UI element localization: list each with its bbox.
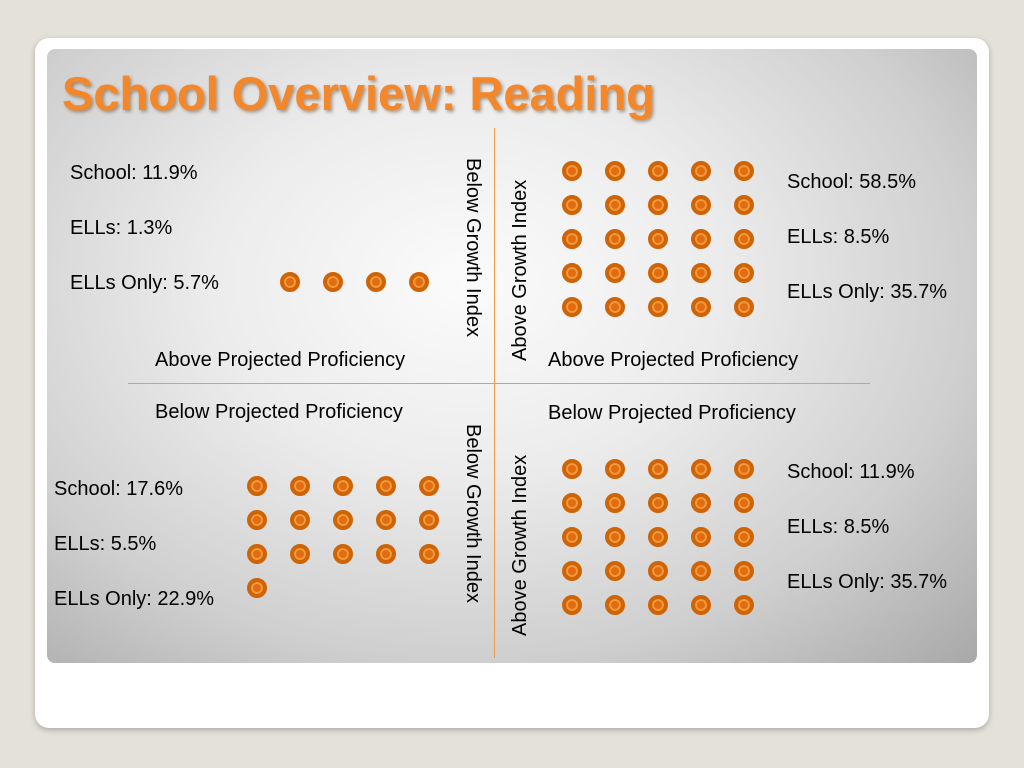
growth-label: Below Growth Index (462, 158, 484, 337)
marker-dot (333, 544, 353, 564)
marker-dot (247, 578, 267, 598)
marker-dot (691, 561, 711, 581)
marker-dot (419, 476, 439, 496)
marker-dot (648, 161, 668, 181)
marker-dot (648, 195, 668, 215)
marker-dot (691, 161, 711, 181)
proficiency-label: Below Projected Proficiency (155, 401, 403, 423)
marker-dot (562, 561, 582, 581)
school-stat: School: 11.9% (70, 162, 198, 184)
marker-dot (562, 195, 582, 215)
marker-dot (691, 493, 711, 513)
marker-dot (419, 510, 439, 530)
marker-dot (691, 263, 711, 283)
marker-dot (562, 229, 582, 249)
marker-dot (605, 561, 625, 581)
marker-dot (562, 161, 582, 181)
marker-dot (605, 297, 625, 317)
marker-dot (648, 595, 668, 615)
marker-dot (691, 297, 711, 317)
marker-dot (562, 459, 582, 479)
marker-dot (648, 561, 668, 581)
marker-dot (605, 459, 625, 479)
ells-only-stat: ELLs Only: 35.7% (787, 281, 948, 303)
marker-dot (691, 229, 711, 249)
marker-dot (691, 459, 711, 479)
marker-dot (734, 595, 754, 615)
proficiency-label: Below Projected Proficiency (548, 402, 796, 424)
ells-only-stat: ELLs Only: 5.7% (70, 272, 219, 294)
ells-stat: ELLs: 5.5% (54, 533, 157, 555)
marker-dot (734, 297, 754, 317)
marker-dot (605, 527, 625, 547)
school-stat: School: 58.5% (787, 171, 916, 193)
proficiency-label: Above Projected Proficiency (155, 349, 406, 371)
horizontal-divider (128, 383, 870, 384)
marker-dot (734, 161, 754, 181)
marker-dot (366, 272, 386, 292)
marker-dot (290, 544, 310, 564)
marker-dot (290, 476, 310, 496)
marker-dot (280, 272, 300, 292)
marker-dot (605, 229, 625, 249)
growth-label: Above Growth Index (509, 179, 531, 361)
marker-dot (247, 510, 267, 530)
marker-dot (376, 544, 396, 564)
marker-dot (691, 595, 711, 615)
growth-label: Below Growth Index (462, 424, 484, 603)
marker-dot (409, 272, 429, 292)
marker-dot (562, 527, 582, 547)
ells-stat: ELLs: 8.5% (787, 516, 890, 538)
marker-dot (419, 544, 439, 564)
marker-dot (562, 297, 582, 317)
marker-dot (290, 510, 310, 530)
marker-dot (734, 493, 754, 513)
ells-only-stat: ELLs Only: 35.7% (787, 571, 948, 593)
marker-dot (605, 263, 625, 283)
marker-dot (648, 297, 668, 317)
vertical-divider (494, 128, 495, 658)
marker-dot (734, 195, 754, 215)
marker-dot (323, 272, 343, 292)
marker-dot (734, 561, 754, 581)
marker-dot (734, 459, 754, 479)
marker-dot (648, 493, 668, 513)
marker-dot (605, 161, 625, 181)
marker-dot (648, 263, 668, 283)
marker-dot (562, 493, 582, 513)
growth-label: Above Growth Index (509, 454, 531, 636)
marker-dot (734, 527, 754, 547)
ells-stat: ELLs: 1.3% (70, 217, 173, 239)
school-stat: School: 17.6% (54, 478, 183, 500)
marker-dot (562, 595, 582, 615)
marker-dot (605, 595, 625, 615)
marker-dot (376, 476, 396, 496)
marker-dot (605, 493, 625, 513)
marker-dot (247, 544, 267, 564)
marker-dot (247, 476, 267, 496)
marker-dot (691, 195, 711, 215)
school-stat: School: 11.9% (787, 461, 915, 483)
marker-dot (734, 263, 754, 283)
marker-dot (333, 476, 353, 496)
marker-dot (734, 229, 754, 249)
marker-dot (648, 229, 668, 249)
marker-dot (691, 527, 711, 547)
slide-title: School Overview: Reading (62, 67, 655, 120)
proficiency-label: Above Projected Proficiency (548, 349, 799, 371)
marker-dot (333, 510, 353, 530)
marker-dot (605, 195, 625, 215)
marker-dot (562, 263, 582, 283)
ells-only-stat: ELLs Only: 22.9% (54, 588, 215, 610)
marker-dot (376, 510, 396, 530)
marker-dot (648, 459, 668, 479)
marker-dot (648, 527, 668, 547)
ells-stat: ELLs: 8.5% (787, 226, 890, 248)
